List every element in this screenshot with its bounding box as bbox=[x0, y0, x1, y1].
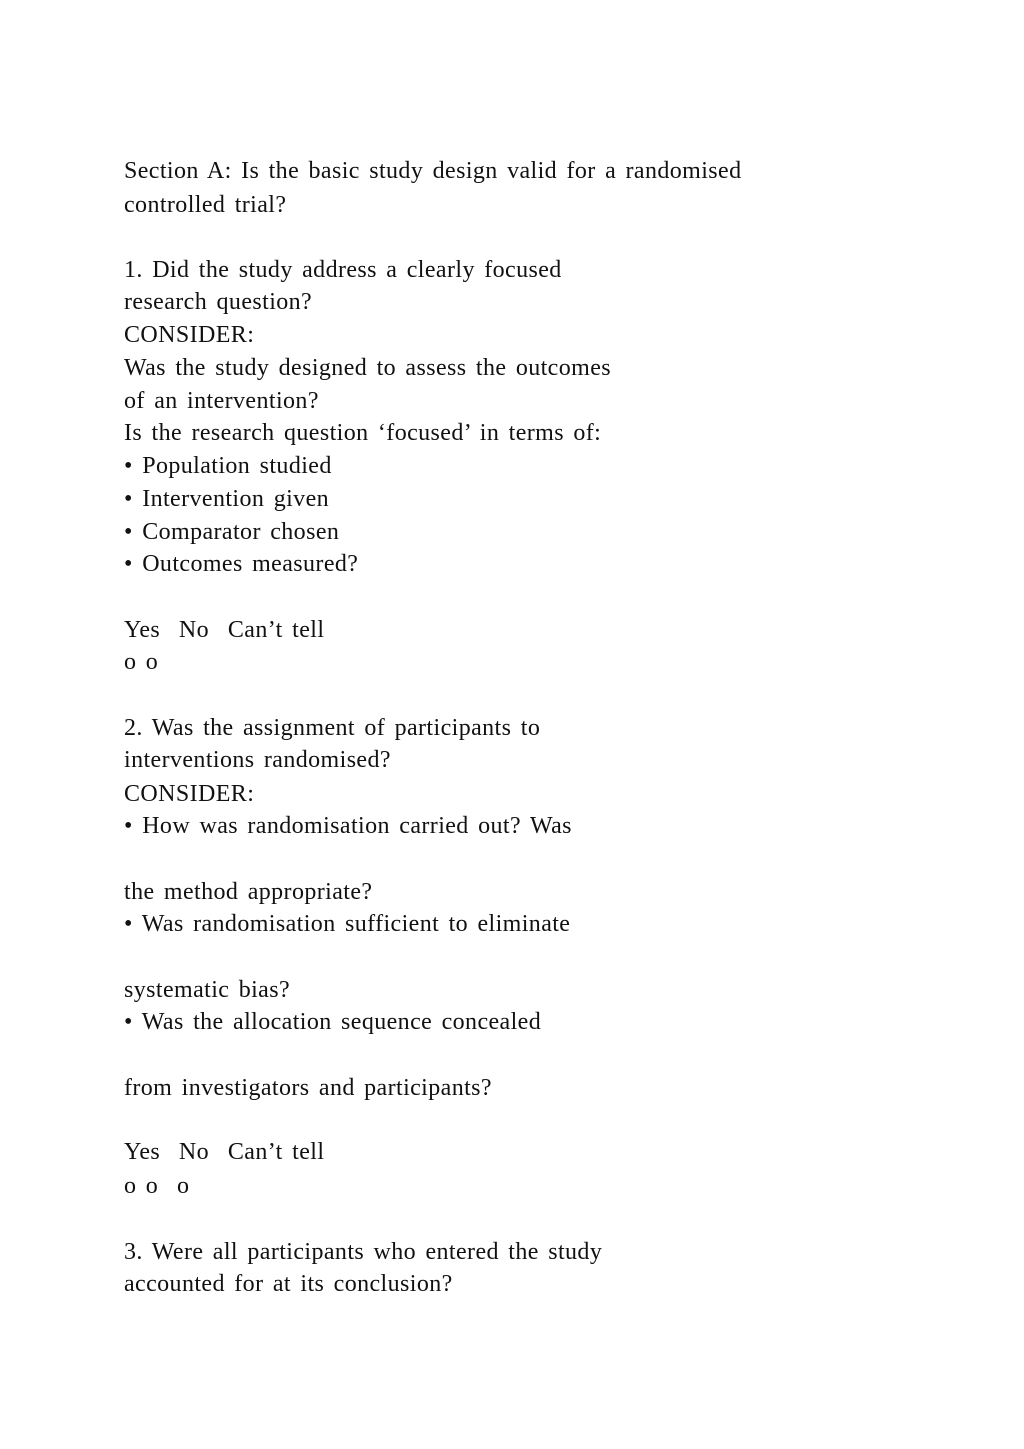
q1-consider-label: CONSIDER: bbox=[124, 322, 255, 348]
q1-question-line-2: research question? bbox=[124, 289, 313, 315]
q1-consider-line-2: of an intervention? bbox=[124, 388, 319, 414]
q1-consider-line-1: Was the study designed to assess the outcomes bbox=[124, 355, 611, 381]
q2-question-line-1: 2. Was the assignment of participants to bbox=[124, 715, 541, 741]
q1-answer-options: Yes No Can’t tell bbox=[124, 617, 325, 643]
q2-consider-line-1: • How was randomisation carried out? Was bbox=[124, 813, 572, 839]
section-title-line-1: Section A: Is the basic study design valid for a randomised bbox=[124, 158, 742, 184]
q2-consider-line-4: systematic bias? bbox=[124, 977, 291, 1003]
q2-consider-label: CONSIDER: bbox=[124, 781, 255, 807]
section-title-line-2: controlled trial? bbox=[124, 192, 287, 218]
q3-question-line-1: 3. Were all participants who entered the study bbox=[124, 1239, 603, 1265]
q1-bullet-comparator: • Comparator chosen bbox=[124, 519, 340, 545]
q1-answer-marks: o o bbox=[124, 649, 159, 675]
q1-question-line-1: 1. Did the study address a clearly focused bbox=[124, 257, 562, 283]
q2-answer-options: Yes No Can’t tell bbox=[124, 1139, 325, 1165]
q2-answer-marks: o o o bbox=[124, 1173, 190, 1199]
q2-consider-line-5: • Was the allocation sequence concealed bbox=[124, 1009, 542, 1035]
q3-question-line-2: accounted for at its conclusion? bbox=[124, 1271, 453, 1297]
q2-question-line-2: interventions randomised? bbox=[124, 747, 391, 773]
q1-consider-line-3: Is the research question ‘focused’ in terms of: bbox=[124, 420, 602, 446]
q1-bullet-outcomes: • Outcomes measured? bbox=[124, 551, 359, 577]
q1-bullet-population: • Population studied bbox=[124, 453, 332, 479]
q2-consider-line-2: the method appropriate? bbox=[124, 879, 373, 905]
q1-bullet-intervention: • Intervention given bbox=[124, 486, 330, 512]
q2-consider-line-6: from investigators and participants? bbox=[124, 1075, 492, 1101]
q2-consider-line-3: • Was randomisation sufficient to eliminate bbox=[124, 911, 571, 937]
